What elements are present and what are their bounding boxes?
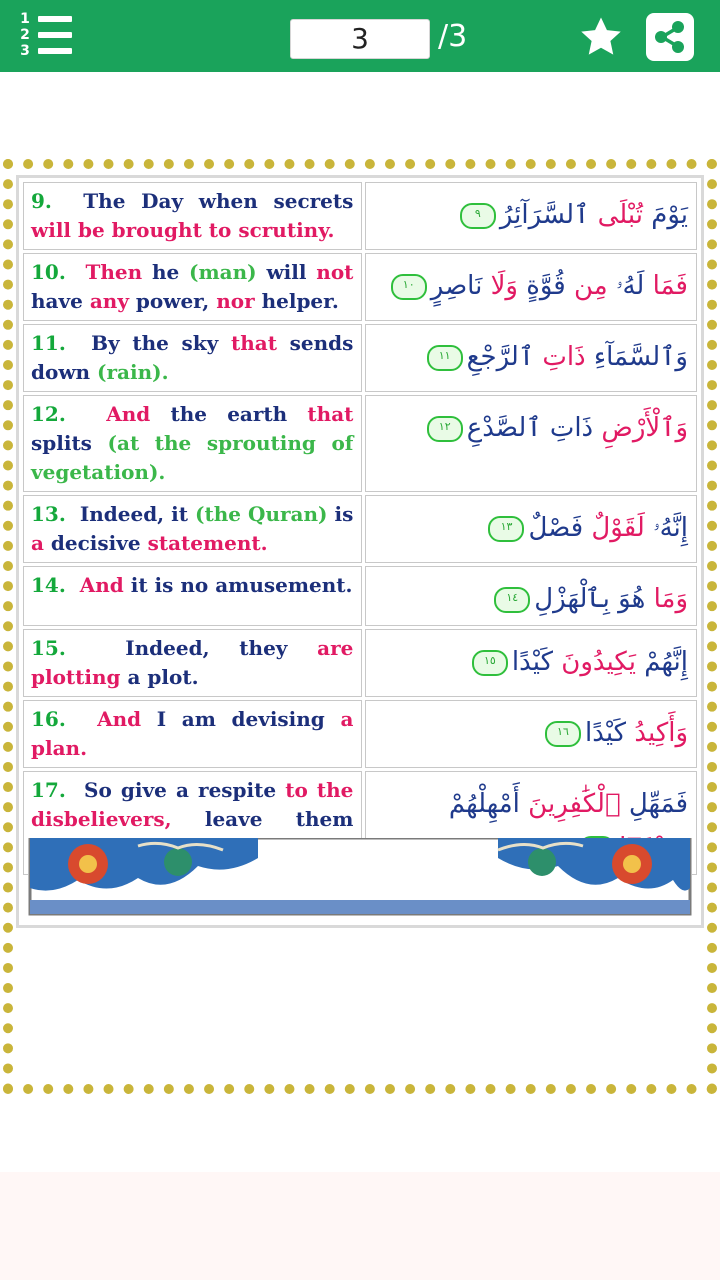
verse-number: 13.: [31, 502, 66, 526]
verse-arabic: [365, 700, 697, 768]
verse-row: [23, 324, 697, 392]
translation-segment: (rain).: [97, 360, 169, 384]
arabic-segment: إِنَّهُمْ: [635, 647, 688, 677]
translation-segment: any: [89, 289, 136, 313]
translation-segment: Indeed, it: [79, 502, 196, 526]
translation-segment: (at the sprouting of vegetation).: [31, 431, 354, 484]
verse-number: 14.: [31, 573, 66, 597]
verse-translation: [23, 324, 362, 392]
share-icon[interactable]: [646, 13, 694, 61]
translation-segment: not: [316, 260, 354, 284]
arabic-segment: وَلَا: [482, 271, 518, 301]
verse-row: [23, 566, 697, 626]
translation-segment: is: [334, 502, 354, 526]
arabic-segment: بِٱلْهَزْلِ: [534, 584, 610, 614]
ayah-marker-icon: ٩: [460, 203, 496, 229]
arabic-segment: وَأَكِيدُ: [626, 718, 688, 748]
translation-segment: splits: [31, 431, 108, 455]
translation-segment: I am devising: [156, 707, 341, 731]
translation-segment: the earth: [170, 402, 308, 426]
translation-segment: And: [97, 707, 157, 731]
ayah-marker-icon: ١٠: [391, 274, 427, 300]
list-numbered-icon[interactable]: [18, 12, 74, 62]
verse-row: [23, 700, 697, 768]
translation-segment: nor: [216, 289, 262, 313]
page-number-input[interactable]: 3: [290, 19, 430, 59]
list-bar-1: [38, 16, 72, 22]
arabic-segment: لَهُۥ: [607, 271, 645, 301]
top-bar: [0, 0, 720, 72]
translation-segment: that: [230, 331, 290, 355]
translation-segment: statement.: [147, 531, 268, 555]
star-icon[interactable]: [578, 14, 624, 60]
translation-segment: will be brought to scrutiny.: [31, 218, 335, 242]
list-bar-3: [38, 48, 72, 54]
arabic-segment: إِنَّهُۥ: [644, 513, 688, 543]
arabic-segment: لَقَوْلٌ: [583, 513, 645, 543]
verse-translation: [23, 395, 362, 492]
verse-arabic: [365, 253, 697, 321]
verse-arabic: [365, 182, 697, 250]
translation-segment: that: [307, 402, 354, 426]
translation-segment: a: [31, 531, 51, 555]
arabic-segment: كَيْدًا: [584, 718, 627, 748]
arabic-segment: تُبْلَى: [589, 200, 643, 230]
arabic-segment: مِن: [565, 271, 608, 301]
verse-row: [23, 395, 697, 492]
translation-segment: sends down: [31, 331, 354, 384]
verse-translation: [23, 566, 362, 626]
verse-translation: [23, 495, 362, 563]
list-bar-2: [38, 32, 72, 38]
translation-segment: to the disbelievers,: [31, 778, 354, 831]
list-digit-1: 1: [20, 11, 30, 27]
verse-number: 11.: [31, 331, 66, 355]
verse-row: [23, 495, 697, 563]
verse-arabic: [365, 495, 697, 563]
verse-number: 16.: [31, 707, 66, 731]
translation-segment: helper.: [261, 289, 339, 313]
verse-translation: [23, 253, 362, 321]
translation-segment: he: [151, 260, 190, 284]
translation-segment: (the Quran): [195, 502, 335, 526]
page-total: /3: [438, 19, 468, 54]
ayah-marker-icon: ١٣: [488, 516, 524, 542]
translation-segment: Then: [85, 260, 152, 284]
translation-segment: Indeed, they: [125, 636, 318, 660]
ornament-image: [28, 838, 692, 916]
verse-row: [23, 253, 697, 321]
translation-segment: power,: [135, 289, 217, 313]
translation-segment: The Day when secrets: [83, 189, 354, 213]
verse-translation: [23, 182, 362, 250]
verse-translation: [23, 629, 362, 697]
list-digit-3: 3: [20, 43, 30, 59]
arabic-segment: يَكِيدُونَ: [552, 647, 636, 677]
arabic-segment: فَمَهِّلِ: [620, 789, 688, 819]
arabic-segment: وَٱلْأَرْضِ: [593, 413, 688, 443]
verse-arabic: [365, 629, 697, 697]
verse-row: [23, 182, 697, 250]
arabic-segment: ٱلسَّرَآئِرُ: [499, 200, 590, 230]
arabic-segment: ٱلصَّدْعِ: [466, 413, 542, 443]
verse-arabic: [365, 566, 697, 626]
bottom-area: [0, 1172, 720, 1280]
ayah-marker-icon: ١١: [427, 345, 463, 371]
verse-number: 9.: [31, 189, 52, 213]
ayah-marker-icon: ١٥: [472, 650, 508, 676]
verses-table: [20, 179, 700, 878]
ayah-marker-icon: ١٢: [427, 416, 463, 442]
arabic-segment: فَصْلٌ: [528, 513, 584, 543]
verse-number: 10.: [31, 260, 66, 284]
translation-segment: By the sky: [91, 331, 231, 355]
translation-segment: And: [79, 573, 131, 597]
ayah-marker-icon: ١٤: [494, 587, 530, 613]
translation-segment: So give a respite: [84, 778, 286, 802]
arabic-segment: أَمْهِلْهُمْ: [448, 789, 520, 819]
translation-segment: are: [317, 636, 354, 660]
list-digit-2: 2: [20, 27, 30, 43]
verse-arabic: [365, 395, 697, 492]
translation-segment: it is no amusement.: [130, 573, 353, 597]
translation-segment: will: [266, 260, 317, 284]
arabic-segment: ذَاتِ: [534, 342, 586, 372]
verse-arabic: [365, 324, 697, 392]
translation-segment: leave them: [204, 807, 354, 831]
arabic-segment: كَيْدًا: [511, 647, 553, 677]
verse-number: 17.: [31, 778, 66, 802]
translation-segment: decisive: [50, 531, 148, 555]
translation-segment: plotting: [31, 665, 128, 689]
arabic-segment: وَٱلسَّمَآءِ: [585, 342, 688, 372]
translation-segment: a plot.: [127, 665, 199, 689]
arabic-segment: فَمَا: [644, 271, 688, 301]
arabic-segment: ٱلرَّجْعِ: [466, 342, 535, 372]
translation-segment: a plan.: [31, 707, 354, 760]
arabic-segment: ذَاتِ: [541, 413, 594, 443]
verse-row: [23, 629, 697, 697]
arabic-segment: قُوَّةٍ: [517, 271, 566, 301]
verse-number: 15.: [31, 636, 66, 660]
translation-segment: And: [106, 402, 171, 426]
arabic-segment: يَوْمَ: [642, 200, 688, 230]
translation-segment: have: [31, 289, 90, 313]
arabic-segment: وَمَا: [645, 584, 688, 614]
arabic-segment: نَاصِرٍ: [430, 271, 483, 301]
arabic-segment: ٱلْكَٰفِرِينَ: [519, 789, 621, 819]
verse-number: 12.: [31, 402, 66, 426]
translation-segment: (man): [189, 260, 267, 284]
ayah-marker-icon: ١٦: [545, 721, 581, 747]
verse-translation: [23, 700, 362, 768]
arabic-segment: هُوَ: [609, 584, 646, 614]
